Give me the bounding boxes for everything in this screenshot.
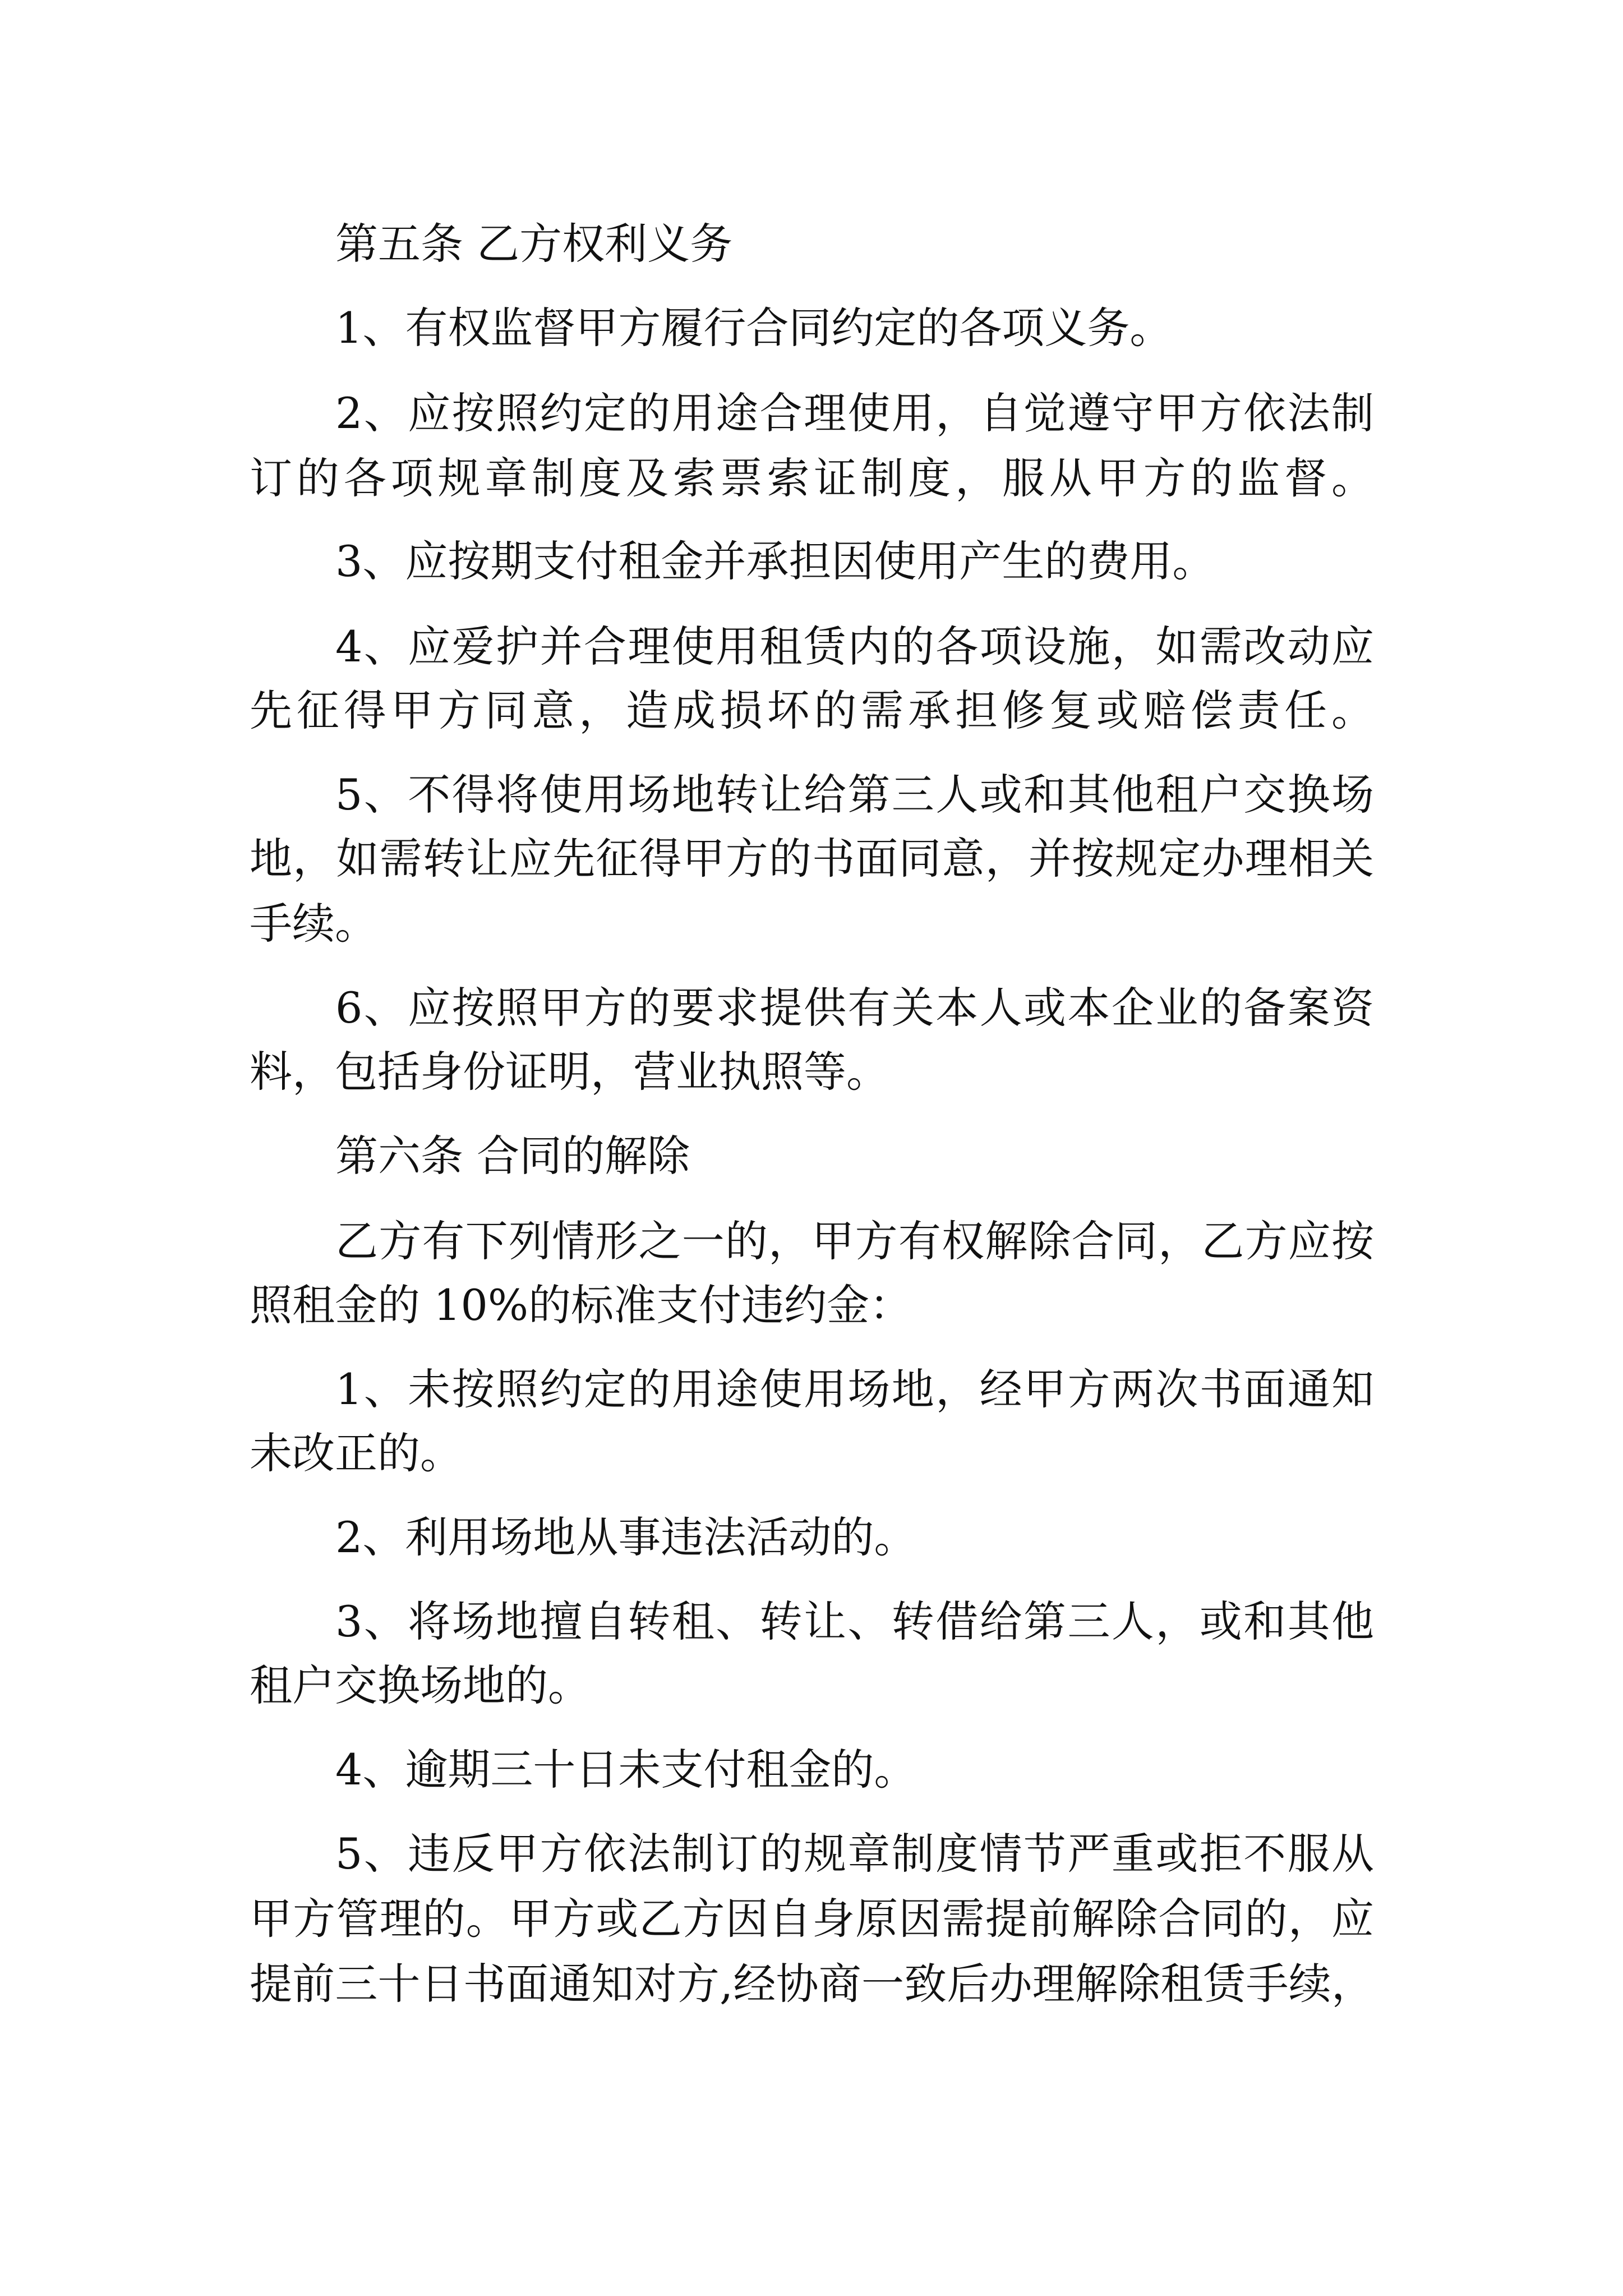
article-5-item-5-line-3: 手续。 bbox=[250, 899, 377, 949]
article-5-item-2-line-2: 订的各项规章制度及索票索证制度，服从甲方的监督。 bbox=[250, 453, 1374, 503]
article-5-item-2-line-1: 2、应按照约定的用途合理使用，自觉遵守甲方依法制 bbox=[335, 388, 1374, 438]
article-6-item-4: 4、逾期三十日未支付租金的。 bbox=[335, 1745, 917, 1795]
article-5-item-6-line-2: 料，包括身份证明，营业执照等。 bbox=[250, 1047, 889, 1097]
article-6-item-2: 2、利用场地从事违法活动的。 bbox=[335, 1512, 917, 1562]
article-6-item-3-line-1: 3、将场地擅自转租、转让、转借给第三人，或和其他 bbox=[335, 1596, 1374, 1646]
article-5-item-5-line-2: 地，如需转让应先征得甲方的书面同意，并按规定办理相关 bbox=[250, 834, 1374, 884]
article-6-intro-line-1: 乙方有下列情形之一的，甲方有权解除合同，乙方应按 bbox=[335, 1216, 1374, 1266]
article-5-item-4-line-1: 4、应爱护并合理使用租赁内的各项设施，如需改动应 bbox=[335, 622, 1374, 671]
article-5-heading: 第五条 乙方权利义务 bbox=[335, 219, 733, 269]
article-6-item-1-line-1: 1、未按照约定的用途使用场地，经甲方两次书面通知 bbox=[335, 1364, 1374, 1414]
article-5-item-6-line-1: 6、应按照甲方的要求提供有关本人或本企业的备案资 bbox=[335, 983, 1374, 1033]
article-5-item-4-line-2: 先征得甲方同意，造成损坏的需承担修复或赔偿责任。 bbox=[250, 685, 1374, 735]
article-6-item-5-line-2: 甲方管理的。甲方或乙方因自身原因需提前解除合同的，应 bbox=[250, 1894, 1374, 1944]
article-6-item-3-line-2: 租户交换场地的。 bbox=[250, 1660, 591, 1710]
article-6-item-5-line-1: 5、违反甲方依法制订的规章制度情节严重或拒不服从 bbox=[335, 1829, 1374, 1879]
article-5-item-1: 1、有权监督甲方履行合同约定的各项义务。 bbox=[335, 303, 1173, 353]
article-6-item-5-line-3: 提前三十日书面通知对方,经协商一致后办理解除租赁手续， bbox=[250, 1959, 1374, 2009]
article-5-item-5-line-1: 5、不得将使用场地转让给第三人或和其他租户交换场 bbox=[335, 770, 1374, 820]
article-6-heading: 第六条 合同的解除 bbox=[335, 1131, 690, 1181]
article-6-intro-line-2: 照租金的 10%的标准支付违约金： bbox=[250, 1280, 912, 1330]
article-5-item-3: 3、应按期支付租金并承担因使用产生的费用。 bbox=[335, 536, 1215, 586]
article-6-item-1-line-2: 未改正的。 bbox=[250, 1428, 463, 1478]
